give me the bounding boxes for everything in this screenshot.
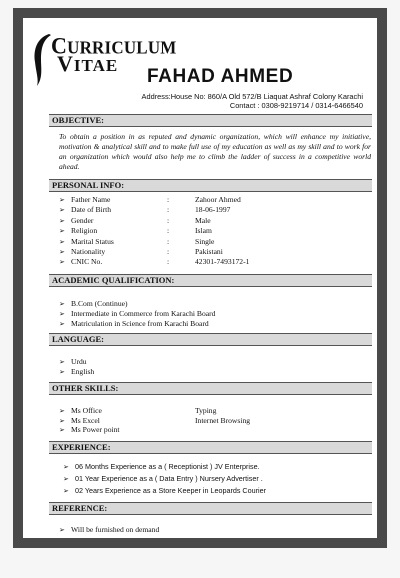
skill-row	[59, 406, 359, 416]
personal-info-value: Single	[195, 236, 215, 246]
bullet-arrow-icon: ➢	[59, 416, 65, 425]
experience-item	[63, 462, 260, 472]
skill-item: Typing	[195, 406, 217, 415]
language-item-text: English	[71, 367, 95, 376]
logo-curriculum: CURRICULUM	[51, 32, 177, 59]
section-academic: ACADEMIC QUALIFICATION:	[49, 274, 372, 287]
language-item-text: Urdu	[71, 357, 87, 366]
personal-info-label: Father Name	[71, 195, 111, 204]
personal-info-label: Gender	[71, 215, 94, 225]
personal-info-row	[59, 237, 359, 247]
academic-item-text: Matriculation in Science from Karachi Board	[71, 319, 209, 328]
objective-text: To obtain a position in as reputed and dynamic organization, which will enhance my initiative, motivation & analytical skill and to make full use of my education as well as my skill and to work for an organization which would also help me to climb the ladder of success in a competitive world ahead.	[59, 132, 371, 171]
personal-info-value: 42301-7493172-1	[195, 257, 250, 267]
personal-info-row	[59, 247, 359, 257]
colon: :	[167, 205, 170, 215]
logo-swoosh-icon	[31, 32, 53, 88]
bullet-arrow-icon: ➢	[59, 320, 65, 328]
bullet-arrow-icon: ➢	[59, 358, 65, 366]
skill-item: Ms Excel	[71, 415, 100, 425]
bullet-arrow-icon: ➢	[59, 368, 65, 376]
experience-item-text: 02 Years Experience as a Store Keeper in Leopards Courier	[75, 486, 266, 495]
section-other-skills: OTHER SKILLS:	[49, 382, 372, 395]
personal-info-label: CNIC No.	[71, 257, 103, 267]
section-objective: OBJECTIVE:	[49, 114, 372, 127]
experience-item	[63, 474, 263, 484]
colon: :	[167, 257, 170, 267]
bullet-arrow-icon: ➢	[63, 488, 69, 495]
academic-item	[59, 309, 215, 319]
experience-item	[63, 486, 266, 496]
skill-item: Ms Power point	[71, 425, 120, 434]
section-reference: REFERENCE:	[49, 502, 372, 515]
bullet-arrow-icon: ➢	[59, 248, 65, 256]
reference-item: ➢ Will be furnished on demand	[59, 525, 160, 534]
section-language: LANGUAGE:	[49, 333, 372, 346]
bullet-arrow-icon: ➢	[59, 407, 65, 415]
academic-item-text: Intermediate in Commerce from Karachi Board	[71, 309, 216, 318]
bullet-arrow-icon: ➢	[59, 310, 65, 318]
colon: :	[167, 215, 170, 225]
academic-item	[59, 319, 209, 329]
bullet-arrow-icon: ➢	[63, 476, 69, 483]
personal-info-row	[59, 257, 359, 267]
bullet-arrow-icon: ➢	[59, 237, 65, 246]
academic-item	[59, 299, 128, 309]
address-line: Address:House No: 860/A Old 572/B Liaquat Ashraf Colony Karachi	[141, 92, 363, 101]
bullet-arrow-icon: ➢	[59, 216, 65, 225]
colon: :	[167, 195, 170, 204]
skill-row	[59, 416, 359, 426]
personal-info-row	[59, 205, 359, 215]
bullet-arrow-icon: ➢	[59, 526, 65, 534]
experience-item-text: 06 Months Experience as a ( Receptionist ) JV Enterprise.	[75, 462, 260, 471]
colon: :	[167, 226, 170, 236]
personal-info-value: Zahoor Ahmed	[195, 195, 241, 204]
skill-item: Internet Browsing	[195, 415, 251, 425]
personal-info-label: Date of Birth	[71, 205, 112, 215]
language-item	[59, 357, 87, 367]
experience-item-text: 01 Year Experience as a ( Data Entry ) Nursery Advertiser .	[75, 474, 263, 483]
skill-row	[59, 425, 359, 435]
academic-item-text: B.Com (Continue)	[71, 299, 128, 308]
section-personal-info: PERSONAL INFO:	[49, 179, 372, 192]
personal-info-value: Islam	[195, 226, 212, 236]
personal-info-row	[59, 195, 359, 205]
personal-info-row	[59, 216, 359, 226]
bullet-arrow-icon: ➢	[63, 464, 69, 471]
personal-info-label: Marital Status	[71, 236, 114, 246]
personal-info-row	[59, 226, 359, 236]
bullet-arrow-icon: ➢	[59, 206, 65, 215]
personal-info-value: Pakistani	[195, 247, 223, 256]
bullet-arrow-icon: ➢	[59, 426, 65, 434]
bullet-arrow-icon: ➢	[59, 258, 65, 267]
language-item	[59, 367, 94, 377]
section-experience: EXPERIENCE:	[49, 441, 372, 454]
bullet-arrow-icon: ➢	[59, 196, 65, 204]
skill-item: Ms Office	[71, 406, 102, 415]
bullet-arrow-icon: ➢	[59, 227, 65, 236]
colon: :	[167, 247, 170, 256]
candidate-name: FAHAD AHMED	[147, 66, 294, 87]
personal-info-value: Male	[195, 215, 211, 225]
personal-info-value: 18-06-1997	[195, 205, 231, 215]
logo-vitae: VITAE	[57, 51, 119, 76]
colon: :	[167, 236, 170, 246]
contact-line: Contact : 0308-9219714 / 0314-6466540	[229, 101, 363, 110]
personal-info-label: Nationality	[71, 247, 106, 256]
document-frame	[13, 8, 387, 548]
cv-page	[23, 18, 377, 538]
bullet-arrow-icon: ➢	[59, 300, 65, 308]
personal-info-label: Religion	[71, 226, 98, 236]
